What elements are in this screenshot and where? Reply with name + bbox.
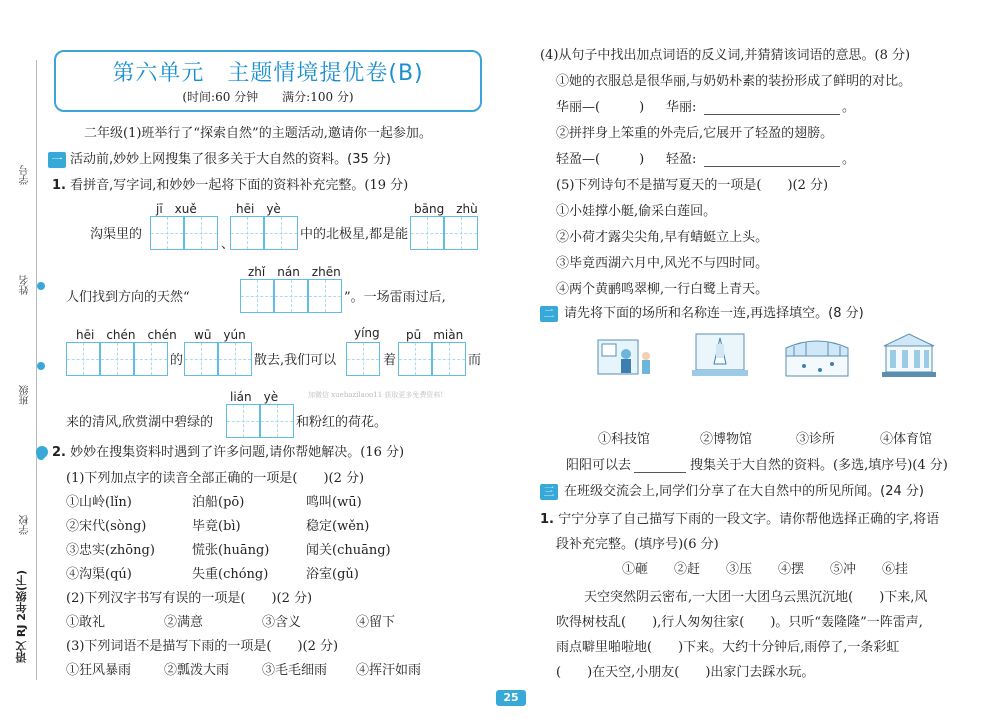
page-number: 25 [496, 690, 526, 706]
place-2: ②博物馆 [700, 432, 753, 447]
opt3-3: ③毛毛细雨 [262, 663, 328, 678]
spine-label-class: 班级 [20, 385, 31, 405]
pinyin-heiye: hēi yè [236, 202, 281, 216]
q1-number: 1. [52, 178, 66, 193]
answer-box[interactable] [240, 279, 274, 313]
answer-line[interactable] [704, 166, 840, 167]
opt3-4: ④挥汗如雨 [356, 663, 422, 678]
fill-text-b: 搜集关于大自然的资料。(多选,填序号)(4 分) [690, 458, 948, 473]
s3-q1-prompt: 宁宁分享了自己描写下雨的一段文字。请你帮他选择正确的字,将语 [558, 512, 940, 527]
spine-dot [37, 282, 45, 290]
opt1-3a: ③忠实(zhōng) [66, 543, 155, 558]
opt2-3: ③含义 [262, 615, 302, 630]
sentence-1: ①她的衣服总是很华丽,与奶奶朴素的装扮形成了鲜明的对比。 [556, 74, 912, 89]
choice-1: ①砸 [622, 562, 649, 577]
opt1-1a: ①山岭(lǐn) [66, 495, 132, 510]
q2-number: 2. [52, 445, 66, 460]
choice-2: ②赶 [674, 562, 701, 577]
s3-q1-line2: 段补充完整。(填序号)(6 分) [556, 537, 719, 552]
opt1-4b: 失重(chóng) [192, 567, 269, 582]
period: 。 [842, 152, 856, 167]
answer-box[interactable] [346, 342, 380, 376]
answer-box[interactable] [308, 279, 342, 313]
q1-text [52, 177, 408, 195]
antonym-1: 华丽—( ) [556, 100, 645, 115]
section-marker-1: 一 [48, 152, 66, 168]
s3-q1-number: 1. [540, 512, 554, 527]
q1-line3-text-d: 而 [468, 353, 482, 368]
q2-text [52, 444, 404, 462]
q1-line1-text: 沟渠里的 [90, 227, 143, 242]
pinyin-ying: yíng [354, 326, 380, 340]
s3-q1-line1 [540, 511, 939, 529]
intro-text: 二年级(1)班举行了“探索自然”的主题活动,邀请你一起参加。 [84, 126, 432, 141]
page-subtitle: (时间:60 分钟 满分:100 分) [182, 90, 354, 104]
place-3: ③诊所 [796, 432, 836, 447]
meaning-label-2: 轻盈: [666, 152, 697, 167]
place-1: ①科技馆 [598, 432, 651, 447]
spine-label-school: 学校 [20, 515, 31, 535]
answer-box[interactable] [226, 404, 260, 438]
museum-illustration [880, 330, 938, 380]
paragraph-line-2: 吹得树枝乱( ),行人匆匆往家( )。只听“轰隆隆”一阵雷声, [556, 615, 923, 630]
answer-box[interactable] [66, 342, 100, 376]
opt1-2c: 稳定(wěn) [306, 519, 370, 534]
q1-line4-text-a: 来的清风,欣赏湖中碧绿的 [66, 415, 214, 430]
page-title: 第六单元 主题情境提优卷(B) [112, 61, 424, 86]
section3-title: 在班级交流会上,同学们分享了在大自然中的所见所闻。(24 分) [564, 484, 924, 499]
pinyin-wuyun: wū yún [194, 328, 246, 342]
answer-box[interactable] [274, 279, 308, 313]
q1-line3-text-b: 散去,我们可以 [254, 353, 337, 368]
opt2-1: ①敢礼 [66, 615, 106, 630]
pinyin-zhinanzhen: zhǐ nán zhēn [248, 265, 341, 279]
answer-box[interactable] [100, 342, 134, 376]
answer-box[interactable] [398, 342, 432, 376]
q1-line2-text: 人们找到方向的天然“ [66, 290, 190, 305]
q2-prompt: 妙妙在搜集资料时遇到了许多问题,请你帮她解决。(16 分) [70, 445, 405, 460]
q1-line2-text-b: ”。一场雷雨过后, [344, 290, 446, 305]
choice-3: ③压 [726, 562, 753, 577]
q2-part1: (1)下列加点字的读音全部正确的一项是( )(2 分) [66, 471, 365, 486]
poem-4: ④两个黄鹂鸣翠柳,一行白鹭上青天。 [556, 282, 769, 297]
poem-2: ②小荷才露尖尖角,早有蜻蜓立上头。 [556, 230, 769, 245]
pinyin-bangzhu: bāng zhù [414, 202, 478, 216]
section2-title: 请先将下面的场所和名称连一连,再选择填空。(8 分) [564, 306, 864, 321]
q2-part4: (4)从句子中找出加点词语的反义词,并猜猜该词语的意思。(8 分) [540, 48, 911, 63]
q1-line3-text-a: 的 [170, 353, 184, 368]
paragraph-line-3: 雨点噼里啪啦地( )下来。大约十分钟后,雨停了,一条彩虹 [556, 640, 900, 655]
opt3-1: ①狂风暴雨 [66, 663, 132, 678]
pinyin-jixue: jī xuě [156, 202, 197, 216]
meaning-label-1: 华丽: [666, 100, 697, 115]
answer-box[interactable] [184, 216, 218, 250]
fill-text-a: 阳阳可以去 [566, 458, 632, 473]
opt1-3c: 闻关(chuāng) [306, 543, 391, 558]
sentence-2: ②拼拌身上笨重的外壳后,它展开了轻盈的翅膀。 [556, 126, 834, 141]
spine-dot [37, 362, 45, 370]
choice-6: ⑥挂 [882, 562, 909, 577]
section-marker-3: 三 [540, 484, 558, 500]
science-museum-illustration [688, 330, 752, 380]
answer-box[interactable] [444, 216, 478, 250]
answer-box[interactable] [218, 342, 252, 376]
opt2-4: ④留下 [356, 615, 396, 630]
pinyin-heichenchen: hēi chén chén [76, 328, 177, 342]
antonym-2: 轻盈—( ) [556, 152, 645, 167]
spine-label-name: 姓名 [20, 275, 31, 295]
q1-prompt: 看拼音,写字词,和妙妙一起将下面的资料补充完整。(19 分) [70, 178, 409, 193]
q2-part3: (3)下列词语不是描写下雨的一项是( )(2 分) [66, 639, 339, 654]
stadium-illustration [784, 332, 850, 380]
q1-line1-text-b: 中的北极星,都是能 [300, 227, 409, 242]
binding-line [36, 60, 37, 680]
answer-box[interactable] [260, 404, 294, 438]
opt1-3b: 慌张(huāng) [192, 543, 270, 558]
answer-box[interactable] [150, 216, 184, 250]
paragraph-line-1: 天空突然阴云密布,一大团一大团乌云黑沉沉地( )下来,风 [584, 590, 928, 605]
answer-line[interactable] [634, 472, 686, 473]
opt1-2b: 毕竟(bì) [192, 519, 241, 534]
opt1-1b: 泊船(pō) [192, 495, 245, 510]
section1-title: 活动前,妙妙上网搜集了很多关于大自然的资料。(35 分) [70, 152, 391, 167]
q1-line3-text-c: 着 [383, 353, 397, 368]
choice-4: ④摆 [778, 562, 805, 577]
answer-line[interactable] [704, 114, 840, 115]
q1-line4-text-b: 和粉红的荷花。 [296, 415, 388, 430]
answer-box[interactable] [264, 216, 298, 250]
opt1-4c: 浴室(gǔ) [306, 567, 359, 582]
q1-separator: 、 [221, 237, 235, 252]
answer-box[interactable] [432, 342, 466, 376]
place-4: ④体育馆 [880, 432, 933, 447]
section-marker-2: 二 [540, 306, 558, 322]
title-box [54, 50, 482, 112]
answer-box[interactable] [410, 216, 444, 250]
clinic-illustration [596, 334, 658, 380]
answer-box[interactable] [134, 342, 168, 376]
opt2-2: ②满意 [164, 615, 204, 630]
poem-3: ③毕竟西湖六月中,风光不与四时同。 [556, 256, 769, 271]
opt1-1c: 鸣叫(wū) [306, 495, 362, 510]
paragraph-line-4: ( )在天空,小朋友( )出家门去踩水玩。 [556, 665, 815, 680]
answer-box[interactable] [184, 342, 218, 376]
bullet-icon [36, 446, 48, 458]
poem-1: ①小娃撑小艇,偷采白莲回。 [556, 204, 717, 219]
opt3-2: ②瓢泼大雨 [164, 663, 230, 678]
watermark: 加微信 xuebazilaoo11 获取更多免费资料! [308, 391, 444, 399]
opt1-2a: ②宋代(sòng) [66, 519, 147, 534]
answer-box[interactable] [230, 216, 264, 250]
pinyin-lianye: lián yè [230, 390, 279, 404]
period: 。 [842, 100, 856, 115]
q2-part2: (2)下列汉字书写有误的一项是( )(2 分) [66, 591, 313, 606]
q2-part5: (5)下列诗句不是描写夏天的一项是( )(2 分) [556, 178, 829, 193]
spine-label-id: 学号 [20, 165, 31, 185]
choice-5: ⑤冲 [830, 562, 857, 577]
opt1-4a: ④沟渠(qú) [66, 567, 132, 582]
spine-grade: 语文 RJ 2年级(下) [15, 570, 28, 663]
pinyin-pumian: pū miàn [406, 328, 464, 342]
